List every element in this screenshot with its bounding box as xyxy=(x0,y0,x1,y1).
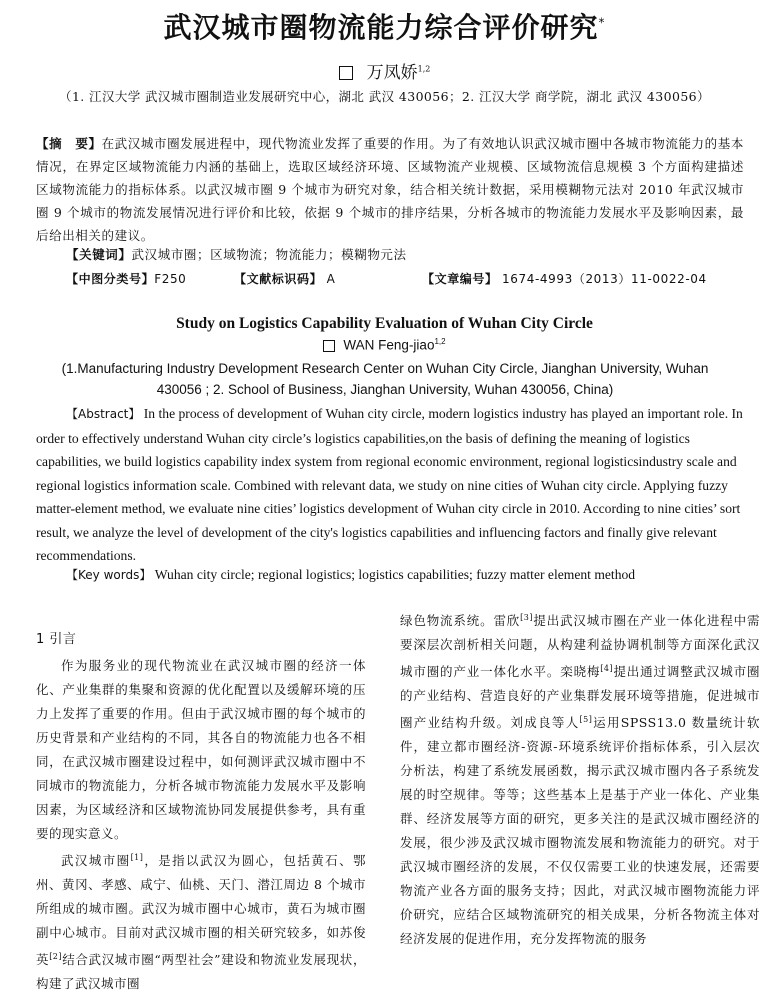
body-column-right xyxy=(400,606,760,951)
class-number-label: 【中图分类号】 xyxy=(66,272,155,286)
section-heading-introduction: 1 引言 xyxy=(36,632,77,647)
body-text: 提出武汉城市圈在产业一体化进程中需要深层次剖析相关问题，从构建利益协调机制等方面深化武汉城市圈的产业一体化水平。栾晓梅 xyxy=(400,613,760,680)
keywords-en-label: 【Key words】 xyxy=(66,568,152,582)
body-text: 提出通过调整武汉城市圈的产业结构、营造良好的产业集群发展环境等措施，促进城市圈产业结构升级。刘成良等人 xyxy=(400,664,760,731)
checkbox-square-icon xyxy=(339,66,353,80)
citation-ref[interactable]: [5] xyxy=(579,715,593,725)
affiliation-cn: （1. 江汉大学 武汉城市圈制造业发展研究中心，湖北 武汉 430056；2. 江汉大学 商学院，湖北 武汉 430056） xyxy=(59,89,710,104)
body-text: 运用SPSS13.0 数量统计软件，建立都市圈经济-资源-环境系统评价指标体系，引入层次分析法，构建了系统发展函数，揭示武汉城市圈内各子系统发展的时空规律。等等；这些基本上是基于产业一体化、产业集群、经济发展等方面的研究，更多关注的是武汉城市圈经济的发展，很少涉及武汉城市圈物流发展和物流能力的研究。对于武汉城市圈经济的发展，不仅仅需要工业的快速发展，还需要物流产业各方面的服务支持；因此，对武汉城市圈物流能力评价研究，应结合区域物流研究的相关成果，分析各物流主体对经济发展的促进作用，充分发挥物流的服务 xyxy=(400,715,760,947)
body-text: 武汉城市圈 xyxy=(61,853,131,869)
document-code-label: 【文献标识码】 xyxy=(234,272,323,286)
author-superscript-en: 1,2 xyxy=(434,337,446,346)
body-text: ，是指以武汉为圆心，包括黄石、鄂州、黄冈、孝感、咸宁、仙桃、天门、潜江周边 8 个城市所组成的城市圈。武汉为城市圈中心城市，黄石为城市圈副中心城市。目前对武汉城市圈的相关研究较多，如苏俊英 xyxy=(36,853,366,968)
paper-title xyxy=(0,6,769,46)
author-line-en xyxy=(0,337,769,353)
affiliation-en: (1.Manufacturing Industry Development Research Center on Wuhan City Circle, Jianghan University, Wuhan 430056 ; 2. School of Business, Jianghan University, Wuhan 430056, China) xyxy=(61,361,709,397)
abstract-en-text: In the process of development of Wuhan city circle, modern logistics industry has played an important role. In order to effectively understand Wuhan city circle’s logistics capabilities,on the basis of defining the meaning of logistics capabilities, we build logistics capability index system from regional economic environment, regional logisticsindustry scale and regional logistics information scale. Combined with relevant data, we study on nine cities of Wuhan city circle. Applying fuzzy matter-element method, we evaluate nine cities’ logistics development of Wuhan city circle in 2010. According to nine cities’ sort result, we analyze the level of development of the city's logistics capabilities and influencing factors and finally give relevant recommendations. xyxy=(36,406,743,563)
citation-ref[interactable]: [1] xyxy=(130,853,144,862)
title-footnote-mark: * xyxy=(598,15,606,30)
classification-row xyxy=(66,270,756,288)
citation-ref[interactable]: [3] xyxy=(520,613,534,622)
body-paragraph xyxy=(36,846,366,996)
citation-ref[interactable]: [2] xyxy=(49,952,63,962)
keywords-cn xyxy=(66,245,407,263)
title-text: 武汉城市圈物流能力综合评价研究 xyxy=(163,11,599,44)
checkbox-square-icon xyxy=(323,340,335,352)
article-number-value: 1674-4993（2013）11-0022-04 xyxy=(502,272,707,286)
body-column-left xyxy=(36,600,366,996)
author-superscript: 1,2 xyxy=(417,64,431,74)
body-paragraph xyxy=(400,606,760,951)
abstract-cn-label: 【摘 要】 xyxy=(36,136,102,151)
document-code-value: A xyxy=(326,272,336,286)
citation-ref[interactable]: [4] xyxy=(600,664,614,674)
keywords-en-text: Wuhan city circle; regional logistics; logistics capabilities; fuzzy matter element method xyxy=(154,567,636,582)
author-line-cn xyxy=(0,58,769,83)
body-text: 结合武汉城市圈“两型社会”建设和物流业发展现状，构建了武汉城市圈 xyxy=(36,952,366,992)
abstract-cn-text: 在武汉城市圈发展进程中，现代物流业发挥了重要的作用。为了有效地认识武汉城市圈中各城市物流能力的基本情况，在界定区域物流能力内涵的基础上，选取区域经济环境、区域物流产业规模、区域物流信息规模 3 个方面构建描述区域物流能力的指标体系。以武汉城市圈 9 个城市为研究对象，结合相关统计数据，采用模糊物元法对 2010 年武汉城市圈 9 个城市的物流发展情况进行评价和比较，依据 9 个城市的排序结果，分析各城市的物流能力发展水平及影响因素，最后给出相关的建议。 xyxy=(36,136,744,243)
abstract-cn xyxy=(36,132,744,247)
body-paragraph: 作为服务业的现代物流业在武汉城市圈的经济一体化、产业集群的集聚和资源的优化配置以及缓解环境的压力上发挥了重要的作用。但由于武汉城市圈的每个城市的历史背景和产业结构的不同，其各自的物流能力也各不相同，在武汉城市圈建设过程中，如何测评武汉城市圈中不同城市的物流能力，分析各城市物流能力发展水平及影响因素，为区域经济和区域物流协同发展提供参考，具有重要的现实意义。 xyxy=(36,658,366,841)
keywords-cn-text: 武汉城市圈；区域物流；物流能力；模糊物元法 xyxy=(131,247,407,262)
article-number-label: 【文章编号】 xyxy=(422,272,498,286)
article-number xyxy=(422,270,707,287)
class-number xyxy=(66,270,186,287)
abstract-en xyxy=(36,402,756,568)
document-code xyxy=(234,270,335,287)
keywords-en xyxy=(66,566,756,583)
class-number-value: F250 xyxy=(154,272,187,286)
paper-title-en: Study on Logistics Capability Evaluation of Wuhan City Circle xyxy=(176,315,593,332)
body-text: 绿色物流系统。雷欣 xyxy=(400,613,521,629)
author-name-en: WAN Feng-jiao xyxy=(343,337,435,353)
author-name-cn: 万凤娇 xyxy=(366,63,418,83)
abstract-en-label: 【Abstract】 xyxy=(66,407,141,421)
keywords-cn-label: 【关键词】 xyxy=(66,247,132,262)
